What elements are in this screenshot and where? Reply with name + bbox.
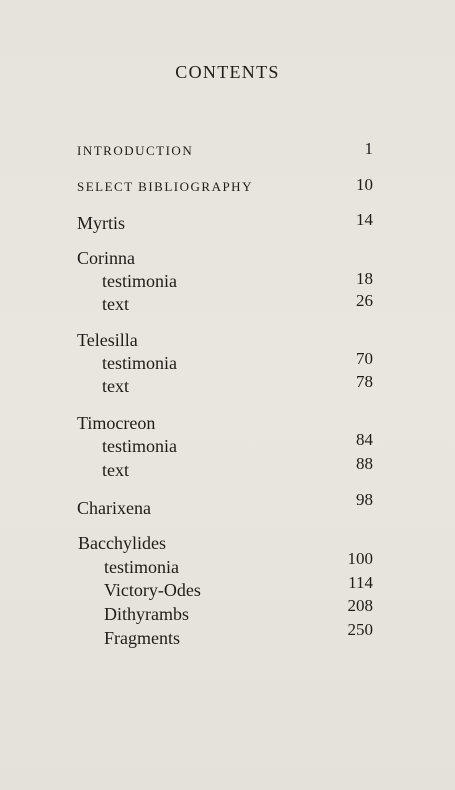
toc-page-introduction: 1 [364,139,373,158]
toc-page-fragments: 250 [347,620,373,639]
toc-entry-myrtis: Myrtis [77,213,126,233]
toc-entry-telesilla-testimonia: testimonia [102,353,177,373]
toc-page-select-bibliography: 10 [356,175,373,194]
toc-entry-corinna-testimonia: testimonia [102,271,177,291]
toc-entry-telesilla: Telesilla [77,330,138,350]
toc-page-myrtis: 14 [356,210,373,229]
toc-entry-timocreon-testimonia: testimonia [102,436,177,456]
toc-page-charixena: 98 [356,490,373,509]
toc-entry-bacchylides: Bacchylides [78,533,166,553]
toc-page-corinna-testimonia: 18 [356,269,373,288]
toc-page-victory-odes: 114 [348,573,373,592]
toc-entry-bacchylides-testimonia: testimonia [104,557,179,577]
toc-entry-charixena: Charixena [77,498,151,518]
toc-entry-dithyrambs: Dithyrambs [104,604,189,624]
toc-entry-corinna-text: text [102,294,129,314]
toc-page-timocreon-text: 88 [356,454,373,473]
toc-entry-fragments: Fragments [104,628,180,648]
toc-entry-timocreon-text: text [102,460,129,480]
toc-page-bacchylides-testimonia: 100 [347,549,373,568]
toc-page-corinna-text: 26 [356,291,373,310]
toc-page-timocreon-testimonia: 84 [356,430,373,449]
toc-entry-corinna: Corinna [77,248,135,268]
toc-entry-telesilla-text: text [102,376,129,396]
toc-entry-select-bibliography: SELECT BIBLIOGRAPHY [77,179,253,194]
toc-entry-victory-odes: Victory-Odes [104,580,201,600]
toc-entry-introduction: INTRODUCTION [77,143,194,158]
toc-entry-timocreon: Timocreon [77,413,156,433]
toc-page-telesilla-text: 78 [356,372,373,391]
toc-page-telesilla-testimonia: 70 [356,349,373,368]
page-title: CONTENTS [175,62,280,82]
toc-page-dithyrambs: 208 [347,596,373,615]
